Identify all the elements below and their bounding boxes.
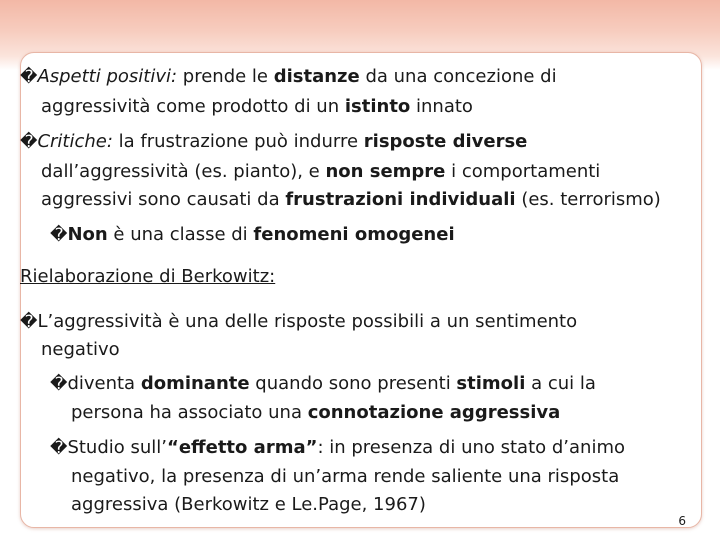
bullet-icon: �	[50, 438, 68, 458]
subbullet-non-omogenei: �Non è una classe di fenomeni omogenei	[50, 224, 455, 245]
bullet-icon: �	[50, 374, 68, 394]
bullet-icon: �	[20, 312, 38, 332]
subbullet-effetto-arma-cont1: negativo, la presenza di un’arma rende saliente una risposta	[71, 466, 620, 487]
bullet-icon: �	[20, 67, 38, 87]
bullet-critiche-cont2: aggressivi sono causati da frustrazioni individuali (es. terrorismo)	[41, 189, 661, 210]
subbullet-dominante: �diventa dominante quando sono presenti stimoli a cui la	[50, 373, 596, 394]
bullet-aggressivita-cont: negativo	[41, 339, 120, 360]
bullet-icon: �	[20, 132, 38, 152]
bullet-aggressivita: �L’aggressività è una delle risposte possibili a un sentimento	[20, 311, 578, 332]
bullet-critiche: �Critiche: la frustrazione può indurre risposte diverse	[20, 131, 528, 152]
section-heading: Rielaborazione di Berkowitz:	[20, 266, 276, 287]
subbullet-effetto-arma: �Studio sull’“effetto arma”: in presenza di uno stato d’animo	[50, 437, 626, 458]
bullet-icon: �	[50, 225, 68, 245]
page-number: 6	[678, 514, 686, 528]
subbullet-effetto-arma-cont2: aggressiva (Berkowitz e Le.Page, 1967)	[71, 494, 426, 515]
subbullet-dominante-cont: persona ha associato una connotazione aggressiva	[71, 402, 561, 423]
bullet-aspetti-positivi: �Aspetti positivi: prende le distanze da una concezione di	[20, 66, 557, 87]
bullet-aspetti-positivi-cont: aggressività come prodotto di un istinto innato	[41, 96, 473, 117]
bullet-critiche-cont1: dall’aggressività (es. pianto), e non sempre i comportamenti	[41, 161, 601, 182]
